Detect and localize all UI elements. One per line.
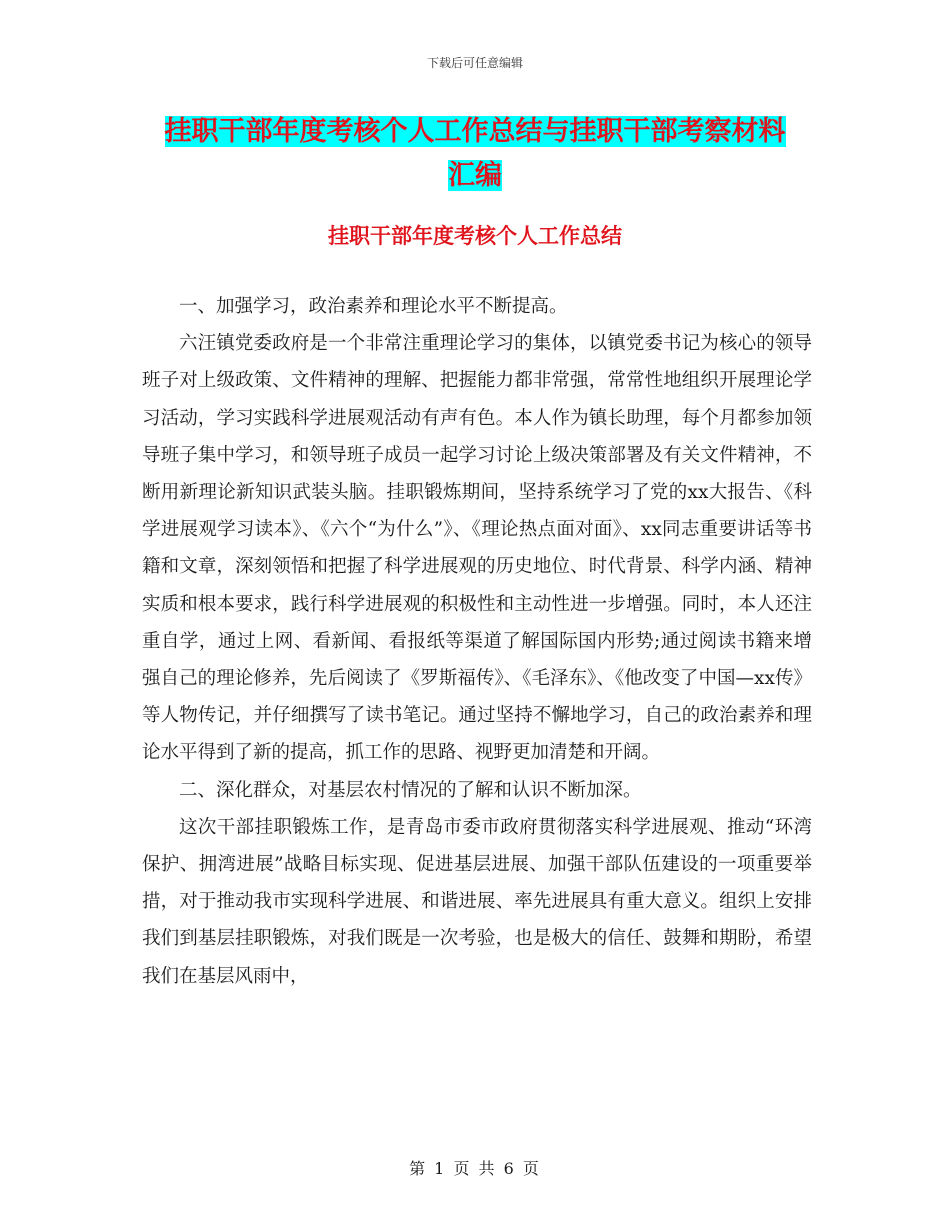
paragraph-heading-1: 一、加强学习，政治素养和理论水平不断提高。	[179, 296, 568, 317]
page-footer: 第 1 页 共 6 页	[409, 1159, 541, 1178]
title-line-2: 汇编	[448, 160, 502, 191]
header-note: 下载后可任意编辑	[426, 56, 523, 70]
paragraph-heading-2: 二、深化群众，对基层农村情况的了解和认识不断加深。	[179, 779, 642, 801]
document-title	[140, 110, 810, 198]
document-body	[142, 288, 812, 995]
paragraph: 这次干部挂职锻炼工作，是青岛市委市政府贯彻落实科学进展观、推动“环湾保护、拥湾进展”战略目标实现、促进基层进展、加强干部队伍建设的一项重要举措，对于推动我市实现科学进展、和谐进展、率先进展具有重大意义。组织上安排我们到基层挂职锻炼，对我们既是一次考验，也是极大的信任、鼓舞和期盼，希望我们在基层风雨中，	[142, 816, 812, 987]
section-title: 挂职干部年度考核个人工作总结	[328, 224, 622, 248]
title-line-1: 挂职干部年度考核个人工作总结与挂职干部考察材料	[164, 116, 786, 147]
paragraph: 六汪镇党委政府是一个非常注重理论学习的集体，以镇党委书记为核心的领导班子对上级政策、文件精神的理解、把握能力都非常强，常常性地组织开展理论学习活动，学习实践科学进展观活动有声有色。本人作为镇长助理，每个月都参加领导班子集中学习，和领导班子成员一起学习讨论上级决策部署及有关文件精神，不断用新理论新知识武装头脑。挂职锻炼期间，坚持系统学习了党的xx大报告、《科学进展观学习读本》、《六个“为什么”》、《理论热点面对面》、xx同志重要讲话等书籍和文章，深刻领悟和把握了科学进展观的历史地位、时代背景、科学内涵、精神实质和根本要求，践行科学进展观的积极性和主动性进一步增强。同时，本人还注重自学，通过上网、看新闻、看报纸等渠道了解国际国内形势;通过阅读书籍来增强自己的理论修养，先后阅读了《罗斯福传》、《毛泽东》、《他改变了中国—xx传》等人物传记，并仔细撰写了读书笔记。通过坚持不懈地学习，自己的政治素养和理论水平得到了新的提高，抓工作的思路、视野更加清楚和开阔。	[142, 333, 812, 764]
